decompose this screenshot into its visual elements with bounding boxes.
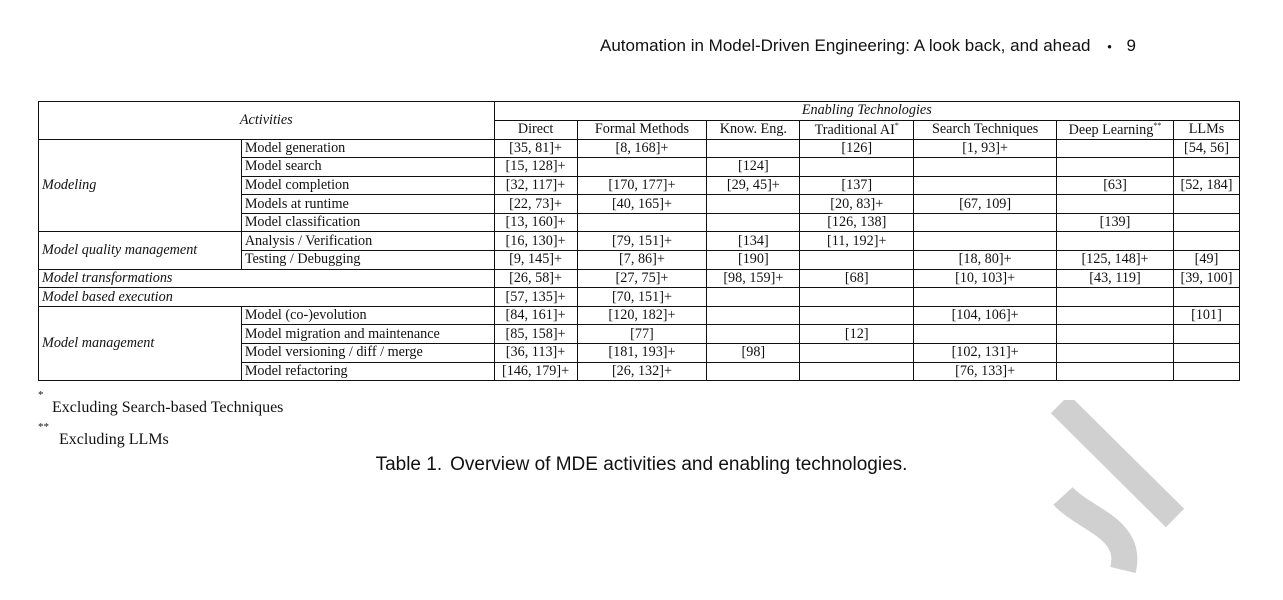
table-row — [39, 232, 1240, 251]
reference-cell — [707, 362, 800, 381]
reference-cell — [800, 362, 914, 381]
reference-cell: [101] — [1173, 306, 1239, 325]
activity-label: Model refactoring — [241, 362, 494, 381]
activity-label: Model completion — [241, 176, 494, 195]
activity-label: Model migration and maintenance — [241, 325, 494, 344]
reference-cell: [146, 179]+ — [494, 362, 577, 381]
reference-cell: [77] — [577, 325, 707, 344]
reference-cell — [1057, 362, 1174, 381]
reference-cell — [1057, 195, 1174, 214]
caption-text: Overview of MDE activities and enabling technologies. — [450, 454, 908, 475]
reference-cell — [914, 232, 1057, 251]
reference-cell — [1173, 344, 1239, 363]
footnote-mark: * — [894, 120, 899, 130]
reference-cell — [707, 213, 800, 232]
footnote-1-mark: * — [38, 389, 44, 401]
tech-column-header — [707, 120, 800, 139]
reference-cell — [707, 306, 800, 325]
reference-cell: [102, 131]+ — [914, 344, 1057, 363]
reference-cell: [124] — [707, 158, 800, 177]
reference-cell — [707, 288, 800, 307]
reference-cell: [40, 165]+ — [577, 195, 707, 214]
activity-group-label: Model transformations — [39, 269, 495, 288]
reference-cell: [22, 73]+ — [494, 195, 577, 214]
reference-cell: [70, 151]+ — [577, 288, 707, 307]
reference-cell: [10, 103]+ — [914, 269, 1057, 288]
reference-cell: [57, 135]+ — [494, 288, 577, 307]
table-row — [39, 288, 1240, 307]
reference-cell: [98] — [707, 344, 800, 363]
reference-cell: [26, 58]+ — [494, 269, 577, 288]
reference-cell: [134] — [707, 232, 800, 251]
reference-cell: [43, 119] — [1057, 269, 1174, 288]
activity-group-label: Modeling — [39, 139, 242, 232]
reference-cell — [1173, 213, 1239, 232]
reference-cell: [126, 138] — [800, 213, 914, 232]
footnote-2-mark: ** — [38, 421, 49, 433]
table-row — [39, 306, 1240, 325]
watermark-stamp — [1015, 400, 1283, 600]
reference-cell — [914, 288, 1057, 307]
tech-column-label: Search Techniques — [931, 121, 1039, 138]
tech-column-label: Direct — [517, 121, 554, 138]
activity-group-label: Model management — [39, 306, 242, 380]
reference-cell — [1057, 344, 1174, 363]
reference-cell — [577, 158, 707, 177]
reference-cell — [914, 158, 1057, 177]
reference-cell — [1173, 158, 1239, 177]
reference-cell: [63] — [1057, 176, 1174, 195]
tech-column-header — [914, 120, 1057, 139]
reference-cell — [1057, 139, 1174, 158]
reference-cell — [800, 251, 914, 270]
tech-column-header — [1173, 120, 1239, 139]
reference-cell — [1057, 232, 1174, 251]
table-caption — [0, 454, 1283, 476]
tech-column-label: Traditional AI — [814, 121, 895, 138]
reference-cell: [39, 100] — [1173, 269, 1239, 288]
reference-cell — [1057, 158, 1174, 177]
reference-cell: [98, 159]+ — [707, 269, 800, 288]
reference-cell — [800, 288, 914, 307]
reference-cell: [126] — [800, 139, 914, 158]
footnote-mark: ** — [1153, 120, 1162, 130]
footnote-1 — [38, 389, 284, 417]
reference-cell: [7, 86]+ — [577, 251, 707, 270]
reference-cell — [1057, 325, 1174, 344]
reference-cell — [1173, 195, 1239, 214]
running-head-bullet: • — [1107, 39, 1112, 54]
reference-cell: [8, 168]+ — [577, 139, 707, 158]
footnote-2 — [38, 421, 169, 449]
reference-cell: [32, 117]+ — [494, 176, 577, 195]
activities-header: Activities — [39, 102, 495, 140]
reference-cell: [27, 75]+ — [577, 269, 707, 288]
activity-label: Model versioning / diff / merge — [241, 344, 494, 363]
tech-column-label: Know. Eng. — [719, 121, 787, 138]
table-body — [39, 139, 1240, 381]
reference-cell — [800, 158, 914, 177]
tech-column-label: Deep Learning — [1068, 121, 1154, 138]
table-row — [39, 139, 1240, 158]
reference-cell: [137] — [800, 176, 914, 195]
reference-cell — [800, 306, 914, 325]
reference-cell: [76, 133]+ — [914, 362, 1057, 381]
footnote-2-text: Excluding LLMs — [59, 431, 169, 448]
activity-group-label: Model based execution — [39, 288, 495, 307]
reference-cell: [18, 80]+ — [914, 251, 1057, 270]
reference-cell: [104, 106]+ — [914, 306, 1057, 325]
tech-column-label: Formal Methods — [594, 121, 690, 138]
reference-cell — [1173, 232, 1239, 251]
reference-cell: [16, 130]+ — [494, 232, 577, 251]
activity-label: Model search — [241, 158, 494, 177]
reference-cell — [707, 325, 800, 344]
activity-label: Model (co-)evolution — [241, 306, 494, 325]
reference-cell — [914, 213, 1057, 232]
reference-cell: [54, 56] — [1173, 139, 1239, 158]
reference-cell: [1, 93]+ — [914, 139, 1057, 158]
overview-table — [38, 101, 1240, 381]
reference-cell — [1057, 306, 1174, 325]
reference-cell: [9, 145]+ — [494, 251, 577, 270]
reference-cell: [120, 182]+ — [577, 306, 707, 325]
reference-cell: [11, 192]+ — [800, 232, 914, 251]
reference-cell: [15, 128]+ — [494, 158, 577, 177]
activity-label: Models at runtime — [241, 195, 494, 214]
reference-cell: [20, 83]+ — [800, 195, 914, 214]
reference-cell — [914, 325, 1057, 344]
tech-column-label: LLMs — [1188, 121, 1225, 138]
reference-cell — [1057, 288, 1174, 307]
reference-cell — [707, 139, 800, 158]
reference-cell: [79, 151]+ — [577, 232, 707, 251]
reference-cell — [707, 195, 800, 214]
reference-cell: [36, 113]+ — [494, 344, 577, 363]
reference-cell — [1173, 362, 1239, 381]
reference-cell — [577, 213, 707, 232]
page-number: 9 — [1126, 36, 1136, 55]
reference-cell: [190] — [707, 251, 800, 270]
reference-cell: [139] — [1057, 213, 1174, 232]
reference-cell: [68] — [800, 269, 914, 288]
running-head — [600, 36, 1240, 56]
reference-cell — [914, 176, 1057, 195]
tech-column-header — [1057, 120, 1174, 139]
activity-label: Model classification — [241, 213, 494, 232]
reference-cell: [49] — [1173, 251, 1239, 270]
footnote-1-text: Excluding Search-based Techniques — [52, 399, 284, 416]
reference-cell — [800, 344, 914, 363]
reference-cell: [29, 45]+ — [707, 176, 800, 195]
reference-cell: [84, 161]+ — [494, 306, 577, 325]
reference-cell — [1173, 325, 1239, 344]
reference-cell: [13, 160]+ — [494, 213, 577, 232]
tech-column-header — [494, 120, 577, 139]
activity-label: Analysis / Verification — [241, 232, 494, 251]
reference-cell: [67, 109] — [914, 195, 1057, 214]
reference-cell: [85, 158]+ — [494, 325, 577, 344]
enabling-technologies-header: Enabling Technologies — [494, 102, 1239, 121]
reference-cell: [26, 132]+ — [577, 362, 707, 381]
reference-cell: [181, 193]+ — [577, 344, 707, 363]
reference-cell: [12] — [800, 325, 914, 344]
tech-column-header — [577, 120, 707, 139]
activity-label: Testing / Debugging — [241, 251, 494, 270]
reference-cell: [170, 177]+ — [577, 176, 707, 195]
reference-cell — [1173, 288, 1239, 307]
tech-column-header — [800, 120, 914, 139]
reference-cell: [52, 184] — [1173, 176, 1239, 195]
reference-cell: [35, 81]+ — [494, 139, 577, 158]
activity-label: Model generation — [241, 139, 494, 158]
reference-cell: [125, 148]+ — [1057, 251, 1174, 270]
table-row — [39, 269, 1240, 288]
caption-label: Table 1. — [375, 454, 443, 475]
running-head-title: Automation in Model-Driven Engineering: A look back, and ahead — [600, 36, 1091, 55]
activity-group-label: Model quality management — [39, 232, 242, 269]
